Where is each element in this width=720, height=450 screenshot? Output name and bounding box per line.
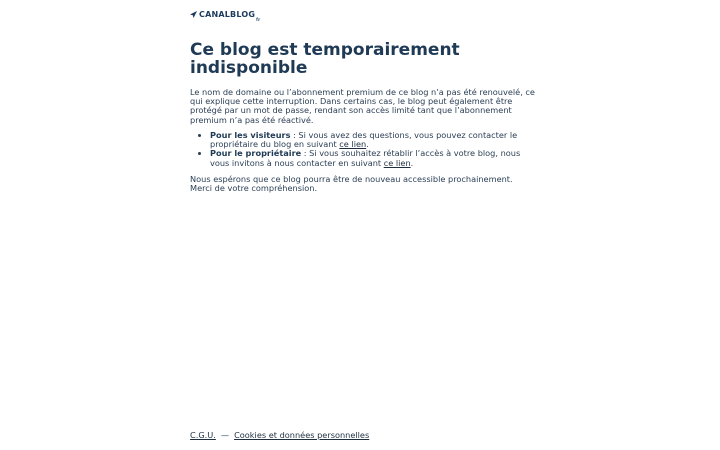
contact-owner-link[interactable]: ce lien xyxy=(339,139,367,150)
outro-paragraph: Nous espérons que ce blog pourra être de nouveau accessible prochainement. Merci de votre compréhension. xyxy=(190,174,513,194)
canalblog-logo[interactable] xyxy=(190,10,535,24)
list-item-label: Pour le propriétaire xyxy=(210,148,302,159)
list-item-end: . xyxy=(410,157,414,168)
logo-text: CANALBLOG xyxy=(199,10,256,19)
logo-suffix: fr xyxy=(256,17,261,22)
list-item-label: Pour les visiteurs xyxy=(210,130,291,140)
list-item-text: : Si vous avez des questions, vous pouvez contacter le propriétaire du blog en suivant xyxy=(210,130,518,150)
contact-us-link[interactable]: ce lien xyxy=(383,157,411,168)
footer-separator: — xyxy=(220,430,230,440)
info-list xyxy=(190,131,535,168)
list-item-owner xyxy=(210,149,535,167)
cgu-link[interactable]: C.G.U. xyxy=(190,430,216,440)
cookies-link[interactable]: Cookies et données personnelles xyxy=(234,430,370,440)
page-title: Ce blog est temporairement indisponible xyxy=(190,40,460,78)
list-item-text: : Si vous souhaitez rétablir l’accès à votre blog, nous vous invitons à nous contacter en suivant xyxy=(210,148,521,168)
page-content xyxy=(190,10,535,194)
list-item-end: . xyxy=(366,139,369,150)
intro-paragraph: Le nom de domaine ou l’abonnement premium de ce blog n’a pas été renouvelé, ce qui explique cette interruption. Dans certains cas, le blog peut également être protégé par un mot de passe, rendant son accès limité tant que l’abonnement premium n’a pas été réactivé. xyxy=(190,87,535,125)
paper-plane-icon xyxy=(190,11,197,18)
list-item-visitors xyxy=(210,131,535,149)
footer xyxy=(190,430,369,440)
